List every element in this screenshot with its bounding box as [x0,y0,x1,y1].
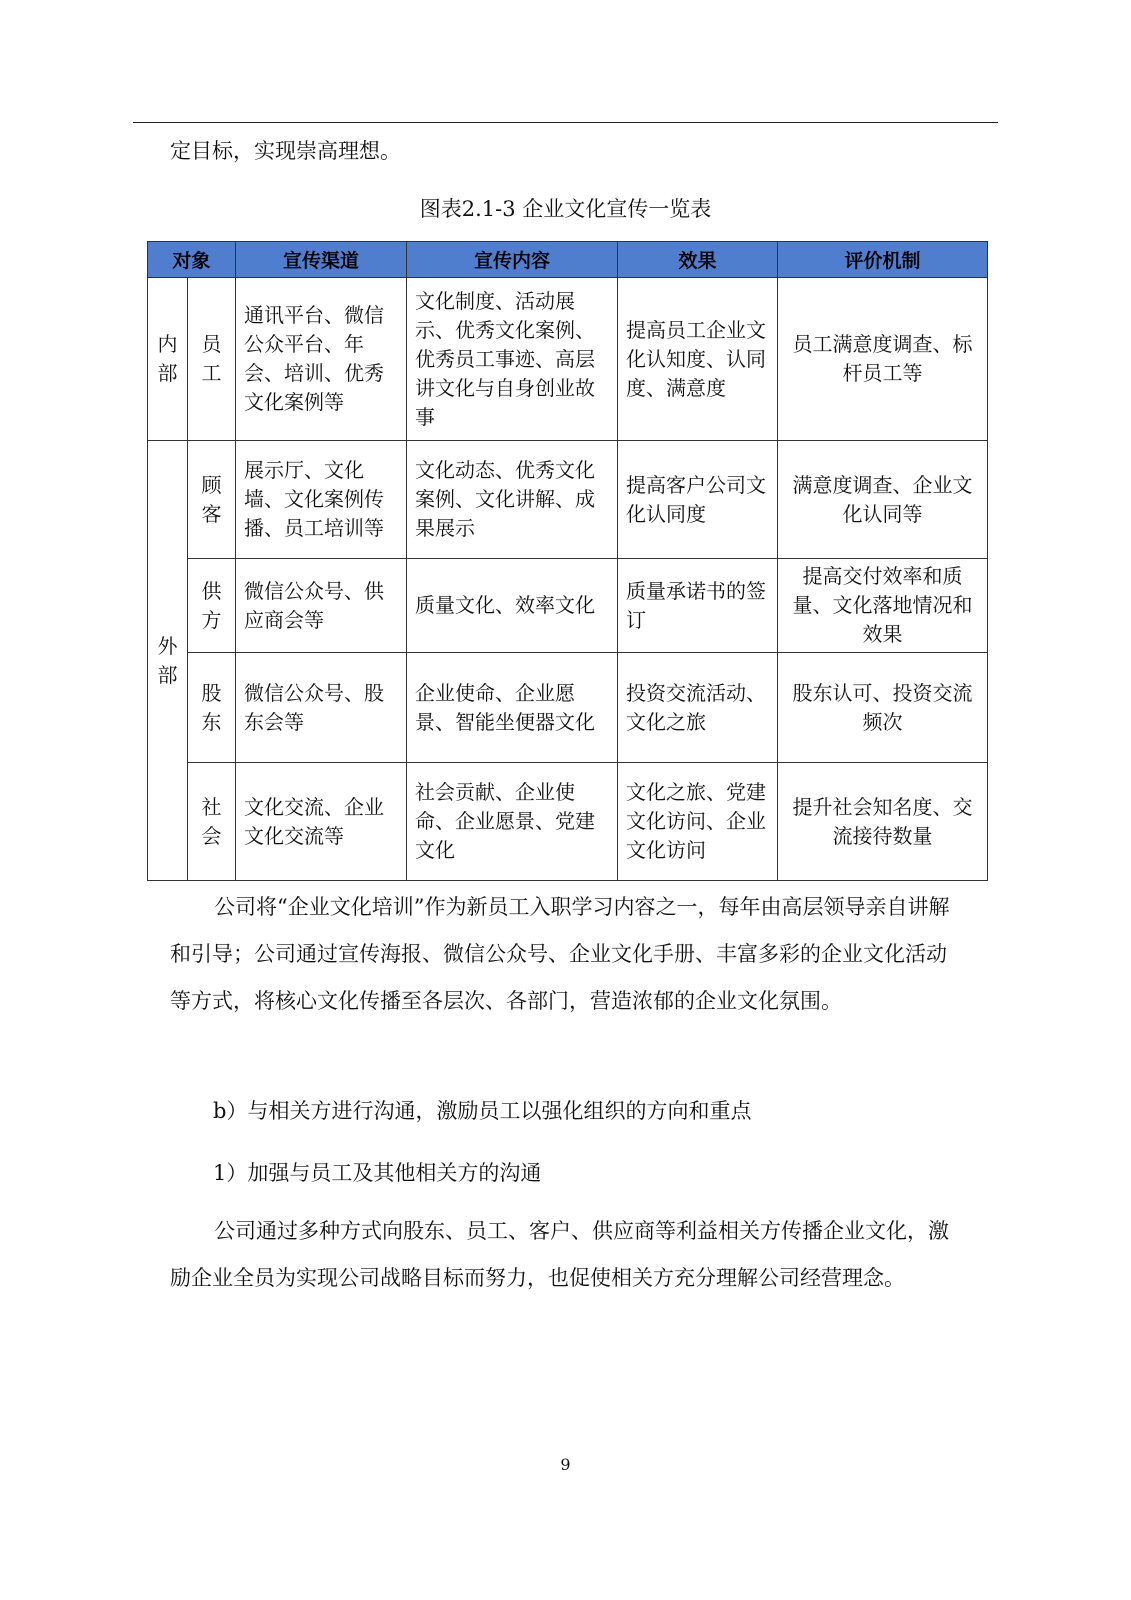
row-target: 股 东 [188,653,236,763]
row-content: 文化动态、优秀文化案例、文化讲解、成果展示 [407,441,618,559]
row-effect: 提高客户公司文化认同度 [618,441,778,559]
table-row [148,653,988,763]
row-channel: 微信公众号、股东会等 [236,653,407,763]
section-heading-1: 1）加强与员工及其他相关方的沟通 [213,1161,542,1185]
row-channel: 文化交流、企业文化交流等 [236,763,407,881]
paragraph-culture-training: 公司将“企业文化培训”作为新员工入职学习内容之一，每年由高层领导亲自讲解和引导；公司通过宣传海报、微信公众号、企业文化手册、丰富多彩的企业文化活动等方式，将核心文化传播至各层次、各部门，营造浓郁的企业文化氛围。 [170,895,950,1013]
row-evaluation: 满意度调查、企业文化认同等 [778,441,988,559]
culture-promotion-table [147,241,988,881]
row-target: 顾 客 [188,441,236,559]
header-channel: 宣传渠道 [236,242,407,278]
group-external: 外 部 [148,441,188,881]
row-evaluation: 员工满意度调查、标杆员工等 [778,278,988,441]
row-target: 员 工 [188,278,236,441]
group-internal: 内 部 [148,278,188,441]
table-caption: 图表2.1-3 企业文化宣传一览表 [419,197,712,221]
section-heading-b: b）与相关方进行沟通，激励员工以强化组织的方向和重点 [213,1099,752,1123]
row-channel: 通讯平台、微信公众平台、年会、培训、优秀文化案例等 [236,278,407,441]
table-row [148,278,988,441]
row-channel: 展示厅、文化墙、文化案例传播、员工培训等 [236,441,407,559]
header-rule [133,122,998,123]
row-effect: 提高员工企业文化认知度、认同度、满意度 [618,278,778,441]
intro-line: 定目标，实现崇高理想。 [170,139,401,163]
row-effect: 文化之旅、党建文化访问、企业文化访问 [618,763,778,881]
row-target: 社 会 [188,763,236,881]
paragraph-stakeholder-communication: 公司通过多种方式向股东、员工、客户、供应商等利益相关方传播企业文化，激励企业全员为实现公司战略目标而努力，也促使相关方充分理解公司经营理念。 [170,1219,949,1290]
page-number: 9 [560,1455,571,1474]
header-evaluation: 评价机制 [778,242,988,278]
table-row [148,559,988,653]
table-row [148,763,988,881]
header-content: 宣传内容 [407,242,618,278]
header-target: 对象 [148,242,236,278]
row-evaluation: 提高交付效率和质量、文化落地情况和效果 [778,559,988,653]
row-content: 社会贡献、企业使命、企业愿景、党建文化 [407,763,618,881]
row-channel: 微信公众号、供应商会等 [236,559,407,653]
table-header-row [148,242,988,278]
row-content: 质量文化、效率文化 [407,559,618,653]
row-target: 供 方 [188,559,236,653]
row-effect: 质量承诺书的签订 [618,559,778,653]
row-effect: 投资交流活动、文化之旅 [618,653,778,763]
row-content: 企业使命、企业愿景、智能坐便器文化 [407,653,618,763]
row-evaluation: 股东认可、投资交流频次 [778,653,988,763]
table-row [148,441,988,559]
row-evaluation: 提升社会知名度、交流接待数量 [778,763,988,881]
header-effect: 效果 [618,242,778,278]
row-content: 文化制度、活动展示、优秀文化案例、优秀员工事迹、高层讲文化与自身创业故事 [407,278,618,441]
